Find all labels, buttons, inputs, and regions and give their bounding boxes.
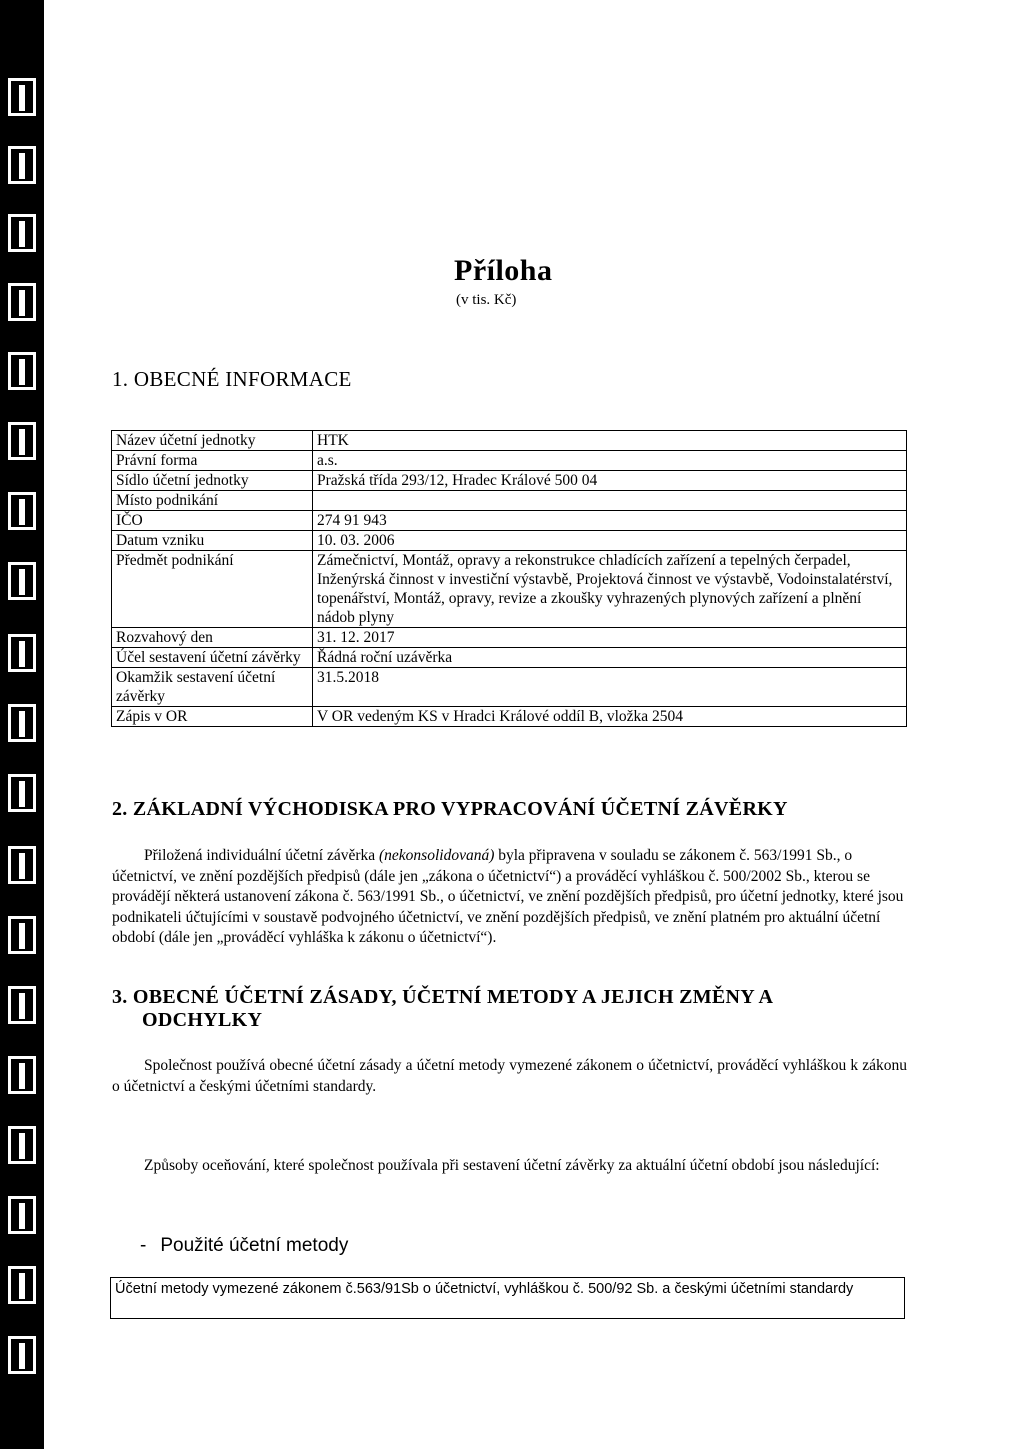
section-3-heading-line2: ODCHYLKY xyxy=(142,1009,263,1031)
row-label: Předmět podnikání xyxy=(112,551,313,628)
table-row xyxy=(112,531,907,551)
row-value: 10. 03. 2006 xyxy=(313,531,907,551)
binding-mark xyxy=(8,352,36,390)
table-row xyxy=(112,648,907,668)
table-row xyxy=(112,551,907,628)
row-value: V OR vedeným KS v Hradci Králové oddíl B, vložka 2504 xyxy=(313,707,907,727)
section-3-heading-line1: 3. OBECNÉ ÚČETNÍ ZÁSADY, ÚČETNÍ METODY A JEJICH ZMĚNY A xyxy=(112,986,774,1008)
table-row xyxy=(112,628,907,648)
table-row xyxy=(112,471,907,491)
row-value: 31. 12. 2017 xyxy=(313,628,907,648)
table-row xyxy=(112,668,907,707)
row-label: Místo podnikání xyxy=(112,491,313,511)
binding-mark xyxy=(8,704,36,742)
binding-mark xyxy=(8,846,36,884)
row-label: IČO xyxy=(112,511,313,531)
row-value: 31.5.2018 xyxy=(313,668,907,707)
general-info-table xyxy=(111,430,907,727)
row-value: Pražská třída 293/12, Hradec Králové 500 04 xyxy=(313,471,907,491)
row-value: Řádná roční uzávěrka xyxy=(313,648,907,668)
binding-mark xyxy=(8,916,36,954)
binding-mark xyxy=(8,1056,36,1094)
binding-mark xyxy=(8,634,36,672)
binding-mark xyxy=(8,1336,36,1374)
row-value: 274 91 943 xyxy=(313,511,907,531)
row-label: Okamžik sestavení účetní závěrky xyxy=(112,668,313,707)
section-2-text-italic: (nekonsolidovaná) xyxy=(379,847,495,864)
binding-mark xyxy=(8,986,36,1024)
binding-mark xyxy=(8,492,36,530)
table-row xyxy=(112,451,907,471)
row-label: Datum vzniku xyxy=(112,531,313,551)
table-row xyxy=(112,431,907,451)
row-label: Sídlo účetní jednotky xyxy=(112,471,313,491)
row-label: Účel sestavení účetní závěrky xyxy=(112,648,313,668)
binding-mark xyxy=(8,283,36,321)
binding-mark xyxy=(8,422,36,460)
row-value xyxy=(313,491,907,511)
table-row xyxy=(112,707,907,727)
row-label: Název účetní jednotky xyxy=(112,431,313,451)
section-3-paragraph-1: Společnost používá obecné účetní zásady a účetní metody vymezené zákonem o účetnictví, prováděcí vyhláškou k zákonu o účetnictví a českými účetními standardy. xyxy=(112,1057,907,1095)
list-dash: - xyxy=(140,1235,147,1256)
binding-mark xyxy=(8,78,36,116)
section-2-text-after: byla připravena v souladu se zákonem č. 563/1991 Sb., o účetnictví, ve znění pozdějších předpisů (dále jen „zákona o účetnictví“) a prováděcí vyhláškou č. 500/2002 Sb., kterou se provádějí některá ustanovení zákona č. 563/1991 Sb., o účetnictví, ve znění pozdějších předpisů, pro účetní jednotky, které jsou podnikateli účtujícími v soustavě podvojného účetnictví, ve znění pozdějších předpisů, ve znění platném pro aktuální účetní období (dále jen „prováděcí vyhláška k zákonu o účetnictví“). xyxy=(112,847,904,946)
section-1-heading: 1. OBECNÉ INFORMACE xyxy=(112,367,352,391)
list-item-label: Použité účetní metody xyxy=(160,1235,349,1256)
section-3-heading xyxy=(112,986,773,1032)
binding-mark xyxy=(8,1126,36,1164)
accounting-methods-box: Účetní metody vymezené zákonem č.563/91Sb o účetnictví, vyhláškou č. 500/92 Sb. a českými účetními standardy xyxy=(110,1277,905,1319)
row-value: HTK xyxy=(313,431,907,451)
table-row xyxy=(112,511,907,531)
binding-mark xyxy=(8,1266,36,1304)
section-2-heading: 2. ZÁKLADNÍ VÝCHODISKA PRO VYPRACOVÁNÍ ÚČETNÍ ZÁVĚRKY xyxy=(112,798,788,820)
binding-mark xyxy=(8,1196,36,1234)
row-label: Zápis v OR xyxy=(112,707,313,727)
document-page xyxy=(44,0,1024,1449)
binding-mark xyxy=(8,562,36,600)
binding-mark xyxy=(8,214,36,252)
binding-mark xyxy=(8,146,36,184)
row-label: Rozvahový den xyxy=(112,628,313,648)
table-row xyxy=(112,491,907,511)
binding-mark xyxy=(8,774,36,812)
row-value: Zámečnictví, Montáž, opravy a rekonstrukce chladících zařízení a tepelných čerpadel, Inženýrská činnost v investiční výstavbě, Projektová činnost ve výstavbě, Vodoinstalatérství, topenářství, Montáž, opravy, revize a zkoušky vyhrazených plynových zařízení a plnění nádob plyny xyxy=(313,551,907,628)
section-2-text-before: Přiložená individuální účetní závěrka xyxy=(144,847,379,864)
page-subtitle: (v tis. Kč) xyxy=(456,292,517,308)
section-2-paragraph xyxy=(112,846,907,949)
section-3-paragraph-2: Způsoby oceňování, které společnost používala při sestavení účetní závěrky za aktuální účetní období jsou následující: xyxy=(144,1157,880,1174)
list-item xyxy=(140,1235,348,1257)
row-label: Právní forma xyxy=(112,451,313,471)
row-value: a.s. xyxy=(313,451,907,471)
page-title: Příloha xyxy=(454,254,553,287)
